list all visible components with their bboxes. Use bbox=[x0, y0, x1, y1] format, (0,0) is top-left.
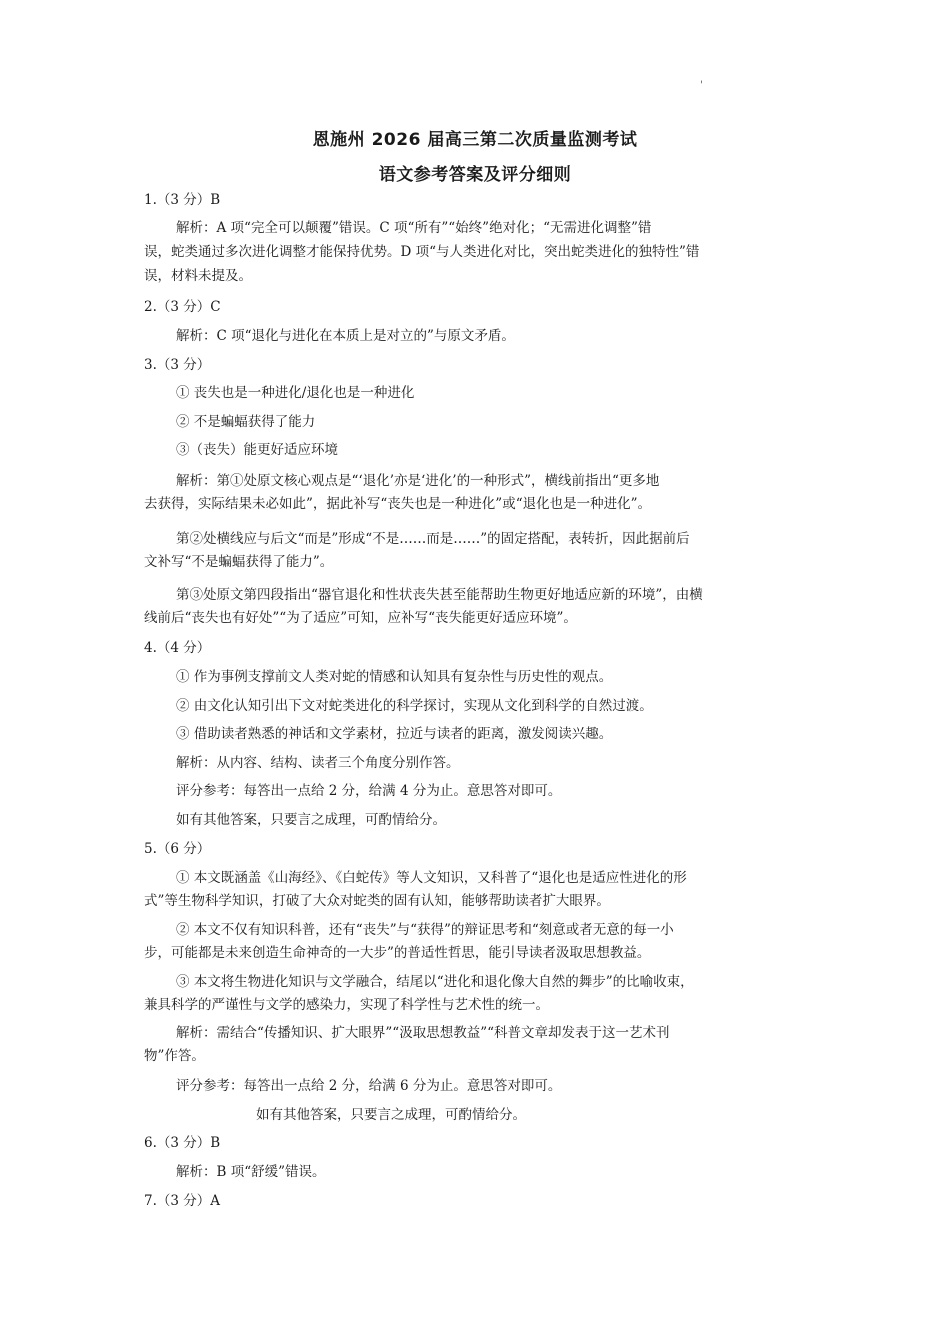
q1-analysis-line: 误，蛇类通过多次进化调整才能保持优势。D 项“与人类进化对比，突出蛇类进化的独特性”错 bbox=[144, 244, 700, 260]
q1-analysis-line: 误，材料未提及。 bbox=[144, 268, 252, 284]
q1-label: 1.（3 分）B bbox=[144, 192, 221, 208]
q1-analysis-line: 解析：A 项“完全可以颠覆”错误。C 项“所有”“始终”绝对化；“无需进化调整”错 bbox=[176, 220, 652, 236]
q3-answer-item: ② 不是蝙蝠获得了能力 bbox=[176, 414, 316, 430]
q5-analysis-line: 物”作答。 bbox=[144, 1048, 205, 1064]
q4-answer-item: ② 由文化认知引出下文对蛇类进化的科学探讨，实现从文化到科学的自然过渡。 bbox=[176, 698, 653, 714]
q4-grading-line: 如有其他答案，只要言之成理，可酌情给分。 bbox=[176, 812, 446, 828]
q5-answer-line: ③ 本文将生物进化知识与文学融合，结尾以“进化和退化像大自然的舞步”的比喻收束， bbox=[176, 974, 694, 990]
q3-analysis-line: 第②处横线应与后文“而是”形成“不是……而是……”的固定搭配，表转折，因此据前后 bbox=[176, 531, 690, 547]
q6-label: 6.（3 分）B bbox=[144, 1135, 221, 1151]
q5-answer-line: 兼具科学的严谨性与文学的感染力，实现了科学性与艺术性的统一。 bbox=[144, 997, 549, 1013]
q3-analysis-line: 第③处原文第四段指出“器官退化和性状丧失甚至能帮助生物更好地适应新的环境”，由横 bbox=[176, 587, 703, 603]
q5-answer-line: ① 本文既涵盖《山海经》、《白蛇传》等人文知识，又科普了“退化也是适应性进化的形 bbox=[176, 870, 687, 886]
q3-analysis-line: 文补写“不是蝙蝠获得了能力”。 bbox=[144, 554, 334, 570]
q3-label: 3.（3 分） bbox=[144, 357, 211, 373]
q3-answer-item: ③（丧失）能更好适应环境 bbox=[176, 442, 338, 458]
q5-grading-line: 如有其他答案，只要言之成理，可酌情给分。 bbox=[256, 1107, 526, 1123]
q3-analysis-line: 解析：第①处原文核心观点是“‘退化’亦是‘进化’的一种形式”，横线前指出“更多地 bbox=[176, 473, 660, 489]
q5-answer-line: ② 本文不仅有知识科普，还有“丧失”与“获得”的辩证思考和“刻意或者无意的每一小 bbox=[176, 922, 674, 938]
q5-label: 5.（6 分） bbox=[144, 841, 211, 857]
q2-analysis-line: 解析：C 项“退化与进化在本质上是对立的”与原文矛盾。 bbox=[176, 328, 515, 344]
q5-answer-line: 步，可能都是未来创造生命神奇的一大步”的普适性哲思，能引导读者汲取思想教益。 bbox=[144, 945, 651, 961]
q2-label: 2.（3 分）C bbox=[144, 299, 221, 315]
q5-grading-line: 评分参考：每答出一点给 2 分，给满 6 分为止。意思答对即可。 bbox=[176, 1078, 562, 1094]
q7-label: 7.（3 分）A bbox=[144, 1193, 221, 1209]
q3-analysis-line: 线前后“丧失也有好处”“为了适应”可知，应补写“丧失能更好适应环境”。 bbox=[144, 610, 577, 626]
page-title: 恩施州 2026 届高三第二次质量监测考试 bbox=[312, 130, 638, 150]
q4-analysis-line: 解析：从内容、结构、读者三个角度分别作答。 bbox=[176, 755, 460, 771]
q4-label: 4.（4 分） bbox=[144, 640, 211, 656]
q4-grading-line: 评分参考：每答出一点给 2 分，给满 4 分为止。意思答对即可。 bbox=[176, 783, 562, 799]
q5-answer-line: 式”等生物科学知识，打破了大众对蛇类的固有认知，能够帮助读者扩大眼界。 bbox=[144, 893, 610, 909]
q5-analysis-line: 解析：需结合“传播知识、扩大眼界”“汲取思想教益”“科普文章却发表于这一艺术刊 bbox=[176, 1025, 670, 1041]
q3-analysis-line: 去获得，实际结果未必如此”，据此补写“丧失也是一种进化”或“退化也是一种进化”。 bbox=[144, 496, 652, 512]
q4-answer-item: ③ 借助读者熟悉的神话和文学素材，拉近与读者的距离，激发阅读兴趣。 bbox=[176, 726, 613, 742]
q4-answer-item: ① 作为事例支撑前文人类对蛇的情感和认知具有复杂性与历史性的观点。 bbox=[176, 669, 613, 685]
q3-answer-item: ① 丧失也是一种进化/退化也是一种进化 bbox=[176, 385, 415, 401]
page-subtitle: 语文参考答案及评分细则 bbox=[378, 165, 572, 185]
corner-mark: ' bbox=[700, 80, 703, 91]
q6-analysis-line: 解析：B 项“舒缓”错误。 bbox=[176, 1164, 326, 1180]
